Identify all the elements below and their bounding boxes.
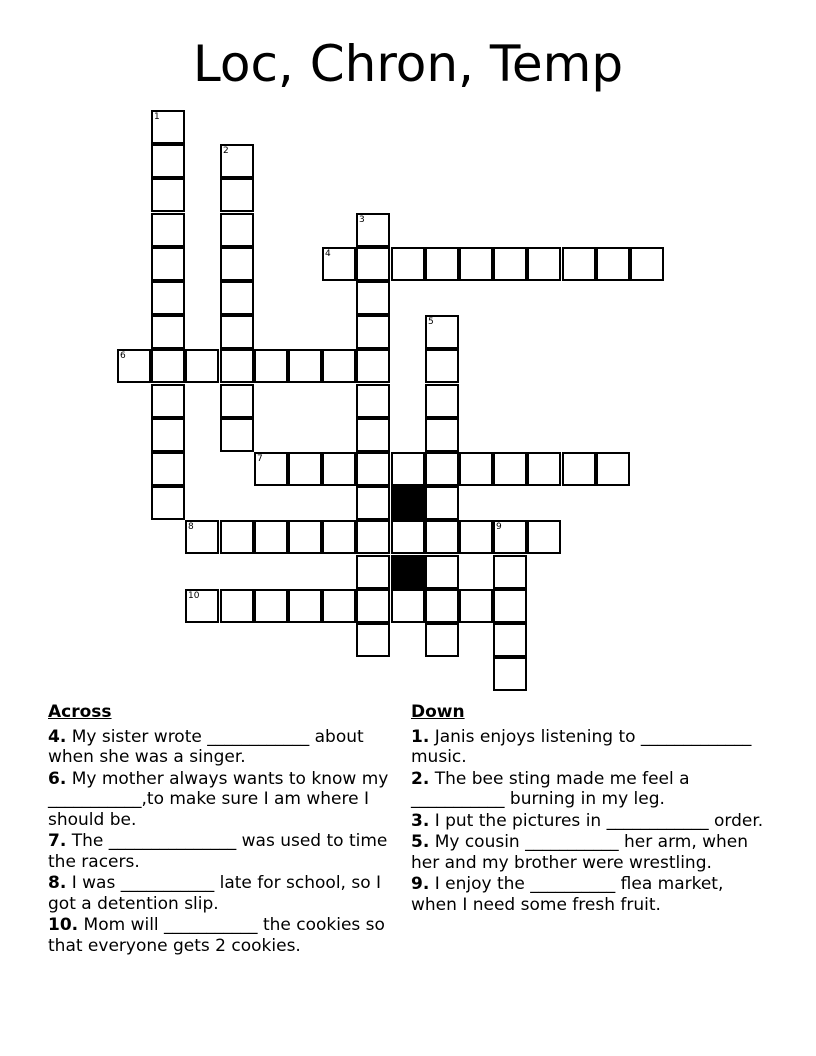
grid-cell[interactable] — [425, 520, 459, 554]
grid-cell[interactable] — [356, 384, 390, 418]
grid-cell[interactable] — [151, 486, 185, 520]
down-clue: 1. Janis enjoys listening to _____________ music. — [411, 726, 752, 767]
grid-cell[interactable] — [254, 589, 288, 623]
grid-cell[interactable] — [151, 315, 185, 349]
grid-cell[interactable] — [151, 452, 185, 486]
clue-number: 1 — [154, 112, 160, 122]
grid-cell[interactable] — [391, 452, 425, 486]
grid-cell[interactable] — [220, 144, 254, 178]
grid-cell[interactable] — [493, 623, 527, 657]
down-heading: Down — [411, 702, 465, 722]
grid-cell[interactable] — [220, 281, 254, 315]
grid-cell[interactable] — [288, 589, 322, 623]
down-clue: 2. The bee sting made me feel a ___________ burning in my leg. — [411, 768, 690, 809]
grid-cell[interactable] — [151, 349, 185, 383]
grid-cell[interactable] — [425, 623, 459, 657]
grid-cell[interactable] — [425, 555, 459, 589]
grid-cell[interactable] — [117, 349, 151, 383]
page-title: Loc, Chron, Temp — [192, 35, 624, 93]
grid-cell[interactable] — [288, 452, 322, 486]
grid-cell[interactable] — [425, 247, 459, 281]
grid-cell[interactable] — [356, 418, 390, 452]
clue-number: 4 — [325, 249, 331, 259]
grid-cell[interactable] — [220, 589, 254, 623]
grid-cell[interactable] — [220, 213, 254, 247]
down-clue: 9. I enjoy the __________ flea market, when I need some fresh fruit. — [411, 874, 724, 915]
grid-cell[interactable] — [356, 315, 390, 349]
grid-cell[interactable] — [356, 452, 390, 486]
grid-cell[interactable] — [220, 520, 254, 554]
grid-cell[interactable] — [288, 349, 322, 383]
grid-cell[interactable] — [151, 178, 185, 212]
clue-number: 10 — [188, 591, 200, 601]
grid-cell[interactable] — [151, 213, 185, 247]
grid-cell[interactable] — [391, 589, 425, 623]
grid-cell[interactable] — [425, 589, 459, 623]
grid-cell[interactable] — [356, 589, 390, 623]
grid-cell[interactable] — [151, 247, 185, 281]
grid-cell[interactable] — [220, 418, 254, 452]
grid-cell[interactable] — [425, 418, 459, 452]
grid-cell[interactable] — [254, 452, 288, 486]
grid-cell[interactable] — [459, 452, 493, 486]
clue-number: 8 — [188, 522, 194, 532]
grid-cell[interactable] — [459, 589, 493, 623]
grid-cell[interactable] — [322, 247, 356, 281]
grid-cell[interactable] — [356, 281, 390, 315]
across-clue: 8. I was ___________ late for school, so I got a detention slip. — [48, 873, 382, 914]
grid-cell[interactable] — [391, 520, 425, 554]
grid-cell[interactable] — [596, 452, 630, 486]
grid-cell[interactable] — [425, 315, 459, 349]
across-heading: Across — [48, 702, 112, 722]
grid-cell[interactable] — [220, 178, 254, 212]
grid-cell[interactable] — [151, 110, 185, 144]
grid-cell[interactable] — [356, 247, 390, 281]
grid-cell[interactable] — [425, 349, 459, 383]
grid-cell[interactable] — [493, 657, 527, 691]
grid-cell[interactable] — [151, 384, 185, 418]
grid-cell[interactable] — [220, 315, 254, 349]
grid-cell[interactable] — [630, 247, 664, 281]
grid-cell[interactable] — [527, 247, 561, 281]
clue-number: 2 — [223, 146, 229, 156]
down-clue: 3. I put the pictures in ____________ order. — [411, 810, 764, 831]
grid-cell[interactable] — [322, 349, 356, 383]
grid-cell[interactable] — [254, 349, 288, 383]
grid-cell[interactable] — [425, 384, 459, 418]
grid-cell[interactable] — [151, 281, 185, 315]
grid-cell[interactable] — [493, 247, 527, 281]
grid-cell[interactable] — [220, 384, 254, 418]
grid-cell[interactable] — [356, 486, 390, 520]
grid-cell[interactable] — [151, 144, 185, 178]
grid-cell[interactable] — [493, 452, 527, 486]
grid-cell[interactable] — [562, 247, 596, 281]
across-clue: 10. Mom will ___________ the cookies so that everyone gets 2 cookies. — [48, 915, 385, 956]
grid-cell[interactable] — [356, 213, 390, 247]
grid-cell[interactable] — [185, 520, 219, 554]
grid-cell[interactable] — [596, 247, 630, 281]
grid-cell[interactable] — [322, 589, 356, 623]
grid-cell[interactable] — [151, 418, 185, 452]
grid-cell[interactable] — [459, 520, 493, 554]
grid-cell[interactable] — [185, 349, 219, 383]
across-clue: 7. The _______________ was used to time the racers. — [48, 831, 388, 872]
down-clue: 5. My cousin ___________ her arm, when her and my brother were wrestling. — [411, 832, 749, 873]
grid-cell[interactable] — [425, 486, 459, 520]
grid-cell[interactable] — [220, 349, 254, 383]
clue-number: 6 — [120, 351, 126, 361]
clue-number: 3 — [359, 215, 365, 225]
down-clues — [411, 702, 766, 916]
grid-cell[interactable] — [185, 589, 219, 623]
clue-number: 5 — [428, 317, 434, 327]
grid-cell[interactable] — [425, 452, 459, 486]
grid-cell[interactable] — [391, 247, 425, 281]
grid-cell[interactable] — [527, 520, 561, 554]
across-clues — [48, 702, 398, 957]
grid-cell[interactable] — [493, 555, 527, 589]
grid-cell[interactable] — [493, 589, 527, 623]
grid-cell[interactable] — [356, 520, 390, 554]
grid-cell[interactable] — [562, 452, 596, 486]
grid-cell[interactable] — [527, 452, 561, 486]
grid-cell[interactable] — [254, 520, 288, 554]
grid-cell[interactable] — [322, 520, 356, 554]
across-clue: 6. My mother always wants to know my ___________,to make sure I am where I should be. — [48, 768, 389, 830]
grid-cell[interactable] — [288, 520, 322, 554]
grid-cell[interactable] — [356, 555, 390, 589]
grid-cell[interactable] — [459, 247, 493, 281]
grid-block — [391, 486, 425, 520]
clue-number: 9 — [496, 522, 502, 532]
grid-cell[interactable] — [356, 623, 390, 657]
grid-cell[interactable] — [322, 452, 356, 486]
grid-cell[interactable] — [220, 247, 254, 281]
grid-block — [391, 555, 425, 589]
grid-cell[interactable] — [493, 520, 527, 554]
grid-cell[interactable] — [356, 349, 390, 383]
clue-number: 7 — [257, 454, 263, 464]
across-clue: 4. My sister wrote ____________ about when she was a singer. — [48, 726, 364, 767]
